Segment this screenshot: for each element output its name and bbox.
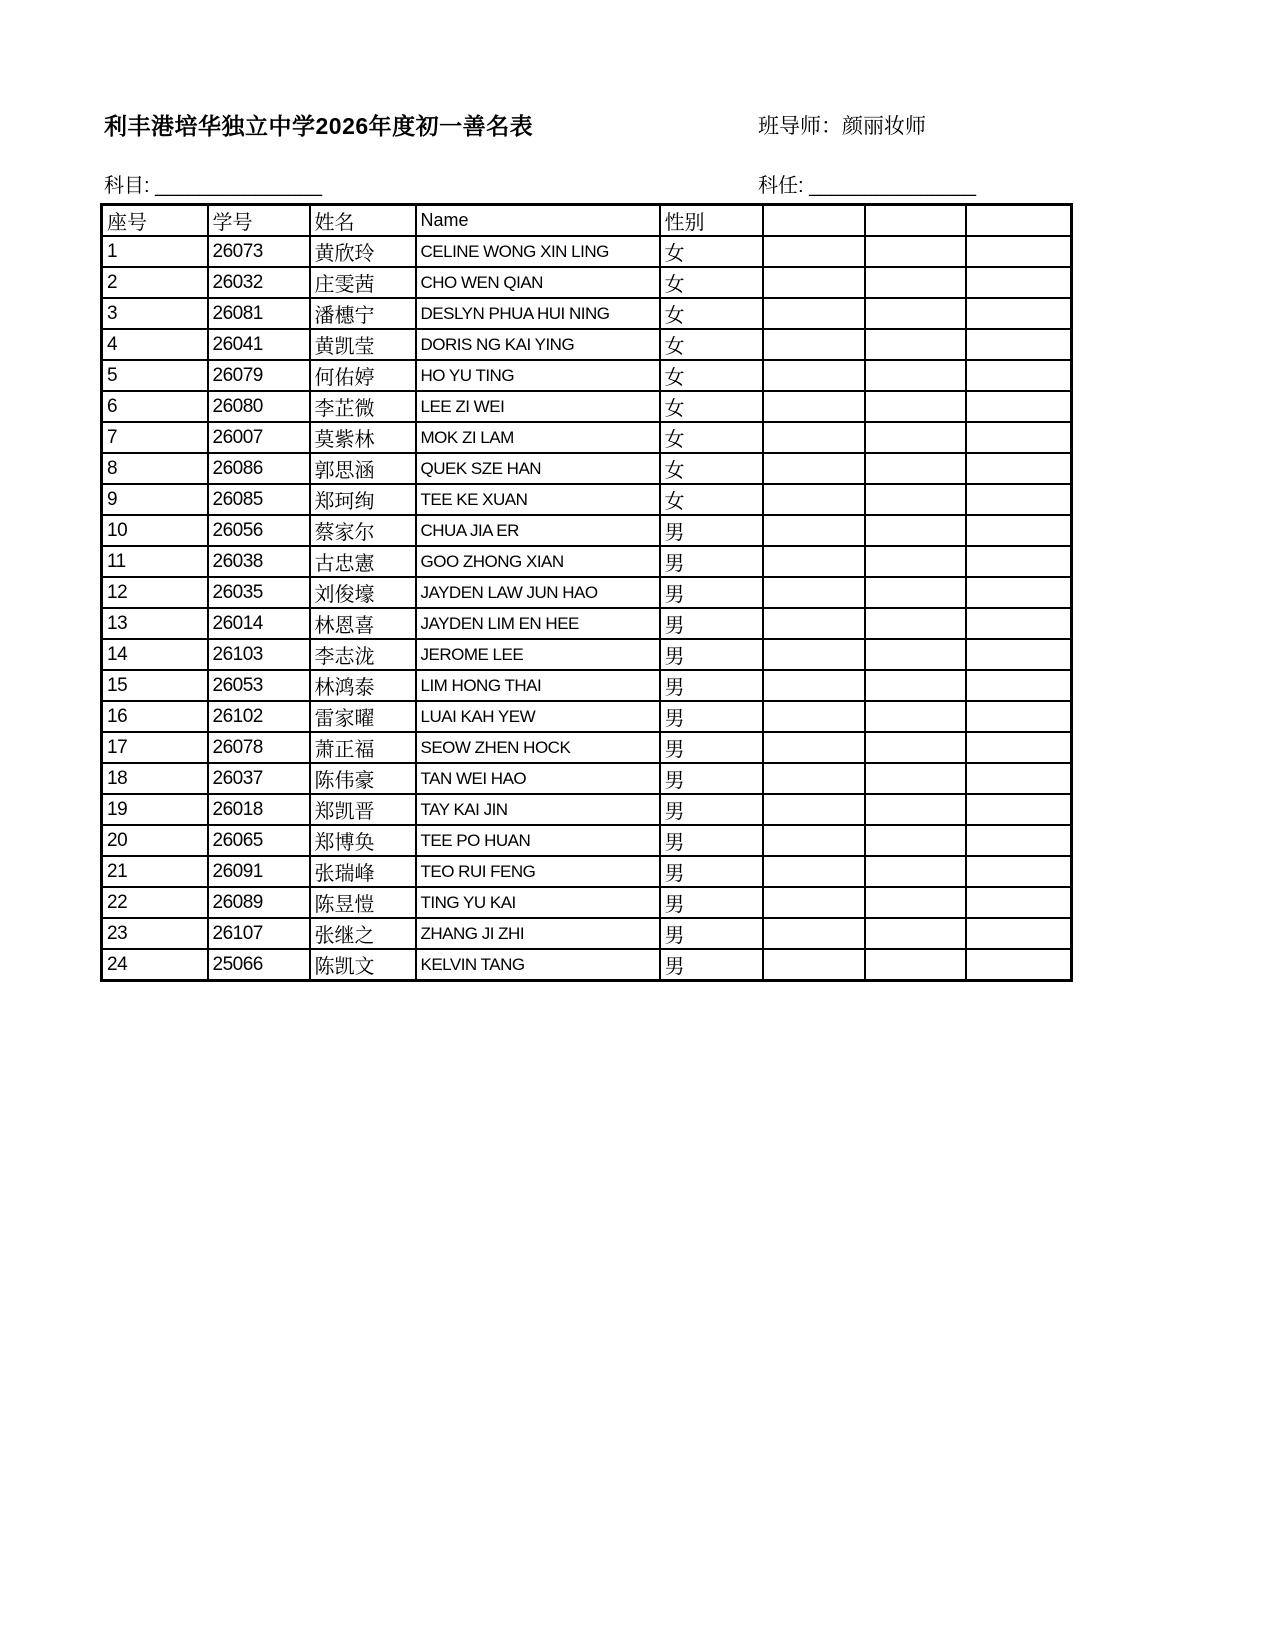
table-row xyxy=(102,453,1072,484)
blank-cell xyxy=(865,577,966,608)
chinese-name-cell: 郑博奂 xyxy=(310,825,416,856)
gender-cell: 男 xyxy=(660,825,763,856)
blank-cell xyxy=(966,422,1072,453)
seat-cell: 9 xyxy=(102,484,208,515)
table-row xyxy=(102,825,1072,856)
gender-cell: 男 xyxy=(660,918,763,949)
seat-cell: 4 xyxy=(102,329,208,360)
blank-cell xyxy=(966,763,1072,794)
gender-cell: 女 xyxy=(660,360,763,391)
seat-cell: 10 xyxy=(102,515,208,546)
blank-cell xyxy=(966,825,1072,856)
seat-cell: 15 xyxy=(102,670,208,701)
blank-cell xyxy=(865,391,966,422)
blank-cell xyxy=(763,670,865,701)
blank-cell xyxy=(763,887,865,918)
english-name-cell: JAYDEN LAW JUN HAO xyxy=(416,577,660,608)
student-id-cell: 26041 xyxy=(208,329,310,360)
seat-cell: 20 xyxy=(102,825,208,856)
english-name-cell: TEE PO HUAN xyxy=(416,825,660,856)
blank-cell xyxy=(865,329,966,360)
blank-header-2 xyxy=(865,205,966,237)
blank-cell xyxy=(865,763,966,794)
seat-cell: 3 xyxy=(102,298,208,329)
blank-cell xyxy=(966,391,1072,422)
blank-cell xyxy=(763,391,865,422)
blank-cell xyxy=(865,732,966,763)
header-row xyxy=(102,205,1072,237)
blank-cell xyxy=(966,236,1072,267)
student-id-cell: 26037 xyxy=(208,763,310,794)
student-id-cell: 26056 xyxy=(208,515,310,546)
gender-cell: 女 xyxy=(660,453,763,484)
seat-cell: 19 xyxy=(102,794,208,825)
chinese-name-cell: 莫紫林 xyxy=(310,422,416,453)
english-name-cell: KELVIN TANG xyxy=(416,949,660,981)
gender-cell: 男 xyxy=(660,515,763,546)
blank-cell xyxy=(763,298,865,329)
gender-cell: 男 xyxy=(660,577,763,608)
gender-cell: 女 xyxy=(660,422,763,453)
seat-cell: 11 xyxy=(102,546,208,577)
gender-cell: 女 xyxy=(660,329,763,360)
student-id-cell: 26014 xyxy=(208,608,310,639)
seat-cell: 17 xyxy=(102,732,208,763)
english-name-cell: TAY KAI JIN xyxy=(416,794,660,825)
seat-cell: 14 xyxy=(102,639,208,670)
student-id-cell: 26086 xyxy=(208,453,310,484)
gender-cell: 男 xyxy=(660,763,763,794)
table-row xyxy=(102,887,1072,918)
table-row xyxy=(102,639,1072,670)
subject-teacher-line xyxy=(758,169,976,198)
seat-cell: 5 xyxy=(102,360,208,391)
blank-cell xyxy=(865,515,966,546)
blank-header-3 xyxy=(966,205,1072,237)
english-name-cell: TEO RUI FENG xyxy=(416,856,660,887)
english-name-cell: TEE KE XUAN xyxy=(416,484,660,515)
student-id-cell: 26091 xyxy=(208,856,310,887)
blank-cell xyxy=(763,856,865,887)
blank-cell xyxy=(966,298,1072,329)
student-id-cell: 26078 xyxy=(208,732,310,763)
student-id-cell: 26065 xyxy=(208,825,310,856)
blank-cell xyxy=(966,918,1072,949)
english-name-cell: LIM HONG THAI xyxy=(416,670,660,701)
subject-label: 科目: xyxy=(104,175,150,197)
chinese-name-cell: 潘橞宁 xyxy=(310,298,416,329)
blank-cell xyxy=(763,608,865,639)
english-name-cell: CELINE WONG XIN LING xyxy=(416,236,660,267)
blank-cell xyxy=(966,608,1072,639)
seat-cell: 1 xyxy=(102,236,208,267)
blank-cell xyxy=(865,484,966,515)
chinese-name-cell: 林恩喜 xyxy=(310,608,416,639)
gender-cell: 女 xyxy=(660,267,763,298)
student-id-cell: 26089 xyxy=(208,887,310,918)
blank-cell xyxy=(966,670,1072,701)
table-row xyxy=(102,298,1072,329)
gender-cell: 女 xyxy=(660,236,763,267)
table-row xyxy=(102,732,1072,763)
student-id-cell: 26032 xyxy=(208,267,310,298)
subject-blank-field: _______________ xyxy=(155,175,322,197)
blank-cell xyxy=(763,484,865,515)
roster-header xyxy=(102,205,1072,237)
blank-cell xyxy=(865,825,966,856)
table-row xyxy=(102,794,1072,825)
blank-cell xyxy=(865,298,966,329)
blank-cell xyxy=(865,422,966,453)
student-id-cell: 26018 xyxy=(208,794,310,825)
english-name-cell: CHO WEN QIAN xyxy=(416,267,660,298)
page-title: 利丰港培华独立中学2026年度初一善名表 xyxy=(104,113,534,139)
seat-cell: 22 xyxy=(102,887,208,918)
gender-cell: 男 xyxy=(660,670,763,701)
subject-line xyxy=(104,169,322,198)
gender-cell: 男 xyxy=(660,949,763,981)
student-id-cell: 26035 xyxy=(208,577,310,608)
chinese-name-cell: 李芷微 xyxy=(310,391,416,422)
blank-cell xyxy=(763,360,865,391)
chinese-name-cell: 郑珂绚 xyxy=(310,484,416,515)
table-row xyxy=(102,484,1072,515)
class-roster-table xyxy=(100,203,1073,982)
english-name-cell: LEE ZI WEI xyxy=(416,391,660,422)
blank-cell xyxy=(763,236,865,267)
blank-cell xyxy=(763,825,865,856)
blank-cell xyxy=(966,453,1072,484)
chinese-name-cell: 郭思涵 xyxy=(310,453,416,484)
blank-cell xyxy=(763,639,865,670)
blank-cell xyxy=(865,918,966,949)
table-row xyxy=(102,918,1072,949)
subject-teacher-label: 科任: xyxy=(758,175,804,197)
table-row xyxy=(102,670,1072,701)
english-name-cell: QUEK SZE HAN xyxy=(416,453,660,484)
table-row xyxy=(102,329,1072,360)
blank-cell xyxy=(865,267,966,298)
seat-cell: 21 xyxy=(102,856,208,887)
seat-cell: 6 xyxy=(102,391,208,422)
student-id-cell: 26007 xyxy=(208,422,310,453)
gender-cell: 女 xyxy=(660,391,763,422)
seat-cell: 23 xyxy=(102,918,208,949)
student-id-cell: 26080 xyxy=(208,391,310,422)
english-name-cell: DESLYN PHUA HUI NING xyxy=(416,298,660,329)
blank-header-1 xyxy=(763,205,865,237)
gender-cell: 男 xyxy=(660,794,763,825)
gender-cell: 男 xyxy=(660,701,763,732)
table-row xyxy=(102,267,1072,298)
blank-cell xyxy=(966,577,1072,608)
table-row xyxy=(102,391,1072,422)
seat-header: 座号 xyxy=(102,205,208,237)
seat-cell: 7 xyxy=(102,422,208,453)
blank-cell xyxy=(763,794,865,825)
english-name-cell: HO YU TING xyxy=(416,360,660,391)
blank-cell xyxy=(763,918,865,949)
student-id-cell: 25066 xyxy=(208,949,310,981)
blank-cell xyxy=(865,453,966,484)
student-id-header: 学号 xyxy=(208,205,310,237)
student-id-cell: 26103 xyxy=(208,639,310,670)
english-name-cell: ZHANG JI ZHI xyxy=(416,918,660,949)
student-id-cell: 26081 xyxy=(208,298,310,329)
chinese-name-cell: 张继之 xyxy=(310,918,416,949)
gender-cell: 男 xyxy=(660,887,763,918)
table-row xyxy=(102,236,1072,267)
blank-cell xyxy=(865,701,966,732)
blank-cell xyxy=(966,887,1072,918)
english-name-cell: MOK ZI LAM xyxy=(416,422,660,453)
gender-cell: 男 xyxy=(660,608,763,639)
blank-cell xyxy=(865,670,966,701)
english-name-cell: SEOW ZHEN HOCK xyxy=(416,732,660,763)
student-id-cell: 26085 xyxy=(208,484,310,515)
blank-cell xyxy=(763,577,865,608)
blank-cell xyxy=(763,949,865,981)
blank-cell xyxy=(966,360,1072,391)
blank-cell xyxy=(865,949,966,981)
student-id-cell: 26102 xyxy=(208,701,310,732)
chinese-name-cell: 陈伟豪 xyxy=(310,763,416,794)
blank-cell xyxy=(865,856,966,887)
chinese-name-cell: 庄雯茜 xyxy=(310,267,416,298)
english-name-cell: TAN WEI HAO xyxy=(416,763,660,794)
blank-cell xyxy=(865,794,966,825)
table-row xyxy=(102,577,1072,608)
chinese-name-cell: 张瑞峰 xyxy=(310,856,416,887)
chinese-name-cell: 黄凯莹 xyxy=(310,329,416,360)
chinese-name-cell: 蔡家尔 xyxy=(310,515,416,546)
blank-cell xyxy=(865,236,966,267)
table-row xyxy=(102,546,1072,577)
gender-cell: 女 xyxy=(660,484,763,515)
table-row xyxy=(102,360,1072,391)
blank-cell xyxy=(966,329,1072,360)
blank-cell xyxy=(966,794,1072,825)
blank-cell xyxy=(763,701,865,732)
english-name-cell: GOO ZHONG XIAN xyxy=(416,546,660,577)
seat-cell: 18 xyxy=(102,763,208,794)
chinese-name-cell: 何佑婷 xyxy=(310,360,416,391)
blank-cell xyxy=(865,639,966,670)
chinese-name-cell: 雷家曜 xyxy=(310,701,416,732)
blank-cell xyxy=(966,639,1072,670)
english-name-cell: JAYDEN LIM EN HEE xyxy=(416,608,660,639)
blank-cell xyxy=(966,484,1072,515)
student-id-cell: 26053 xyxy=(208,670,310,701)
blank-cell xyxy=(763,267,865,298)
table-row xyxy=(102,763,1072,794)
blank-cell xyxy=(865,546,966,577)
blank-cell xyxy=(966,515,1072,546)
seat-cell: 12 xyxy=(102,577,208,608)
subject-teacher-blank-field: _______________ xyxy=(809,175,976,197)
english-name-cell: DORIS NG KAI YING xyxy=(416,329,660,360)
blank-cell xyxy=(966,949,1072,981)
chinese-name-cell: 刘俊壕 xyxy=(310,577,416,608)
seat-cell: 24 xyxy=(102,949,208,981)
chinese-name-cell: 黄欣玲 xyxy=(310,236,416,267)
gender-cell: 女 xyxy=(660,298,763,329)
table-row xyxy=(102,701,1072,732)
english-name-cell: CHUA JIA ER xyxy=(416,515,660,546)
chinese-name-cell: 陈昱愷 xyxy=(310,887,416,918)
seat-cell: 2 xyxy=(102,267,208,298)
seat-cell: 16 xyxy=(102,701,208,732)
chinese-name-cell: 陈凯文 xyxy=(310,949,416,981)
english-name-cell: LUAI KAH YEW xyxy=(416,701,660,732)
gender-cell: 男 xyxy=(660,856,763,887)
seat-cell: 8 xyxy=(102,453,208,484)
blank-cell xyxy=(966,546,1072,577)
table-row xyxy=(102,422,1072,453)
blank-cell xyxy=(763,732,865,763)
gender-cell: 男 xyxy=(660,639,763,670)
table-row xyxy=(102,608,1072,639)
blank-cell xyxy=(763,329,865,360)
student-id-cell: 26038 xyxy=(208,546,310,577)
blank-cell xyxy=(966,267,1072,298)
student-id-cell: 26073 xyxy=(208,236,310,267)
homeroom-teacher-label: 班导师：颜丽妆师 xyxy=(758,115,926,138)
blank-cell xyxy=(966,701,1072,732)
chinese-name-cell: 古忠憲 xyxy=(310,546,416,577)
blank-cell xyxy=(865,608,966,639)
blank-cell xyxy=(763,453,865,484)
blank-cell xyxy=(763,546,865,577)
english-name-header: Name xyxy=(416,205,660,237)
blank-cell xyxy=(763,422,865,453)
blank-cell xyxy=(865,360,966,391)
english-name-cell: TING YU KAI xyxy=(416,887,660,918)
table-row xyxy=(102,515,1072,546)
blank-cell xyxy=(966,732,1072,763)
gender-header: 性别 xyxy=(660,205,763,237)
chinese-name-cell: 李志泷 xyxy=(310,639,416,670)
table-row xyxy=(102,856,1072,887)
chinese-name-cell: 郑凯晋 xyxy=(310,794,416,825)
chinese-name-header: 姓名 xyxy=(310,205,416,237)
gender-cell: 男 xyxy=(660,546,763,577)
english-name-cell: JEROME LEE xyxy=(416,639,660,670)
student-id-cell: 26079 xyxy=(208,360,310,391)
table-row xyxy=(102,949,1072,981)
seat-cell: 13 xyxy=(102,608,208,639)
blank-cell xyxy=(763,515,865,546)
blank-cell xyxy=(966,856,1072,887)
blank-cell xyxy=(763,763,865,794)
student-id-cell: 26107 xyxy=(208,918,310,949)
blank-cell xyxy=(865,887,966,918)
chinese-name-cell: 林鸿泰 xyxy=(310,670,416,701)
roster-body xyxy=(102,236,1072,981)
chinese-name-cell: 萧正福 xyxy=(310,732,416,763)
gender-cell: 男 xyxy=(660,732,763,763)
